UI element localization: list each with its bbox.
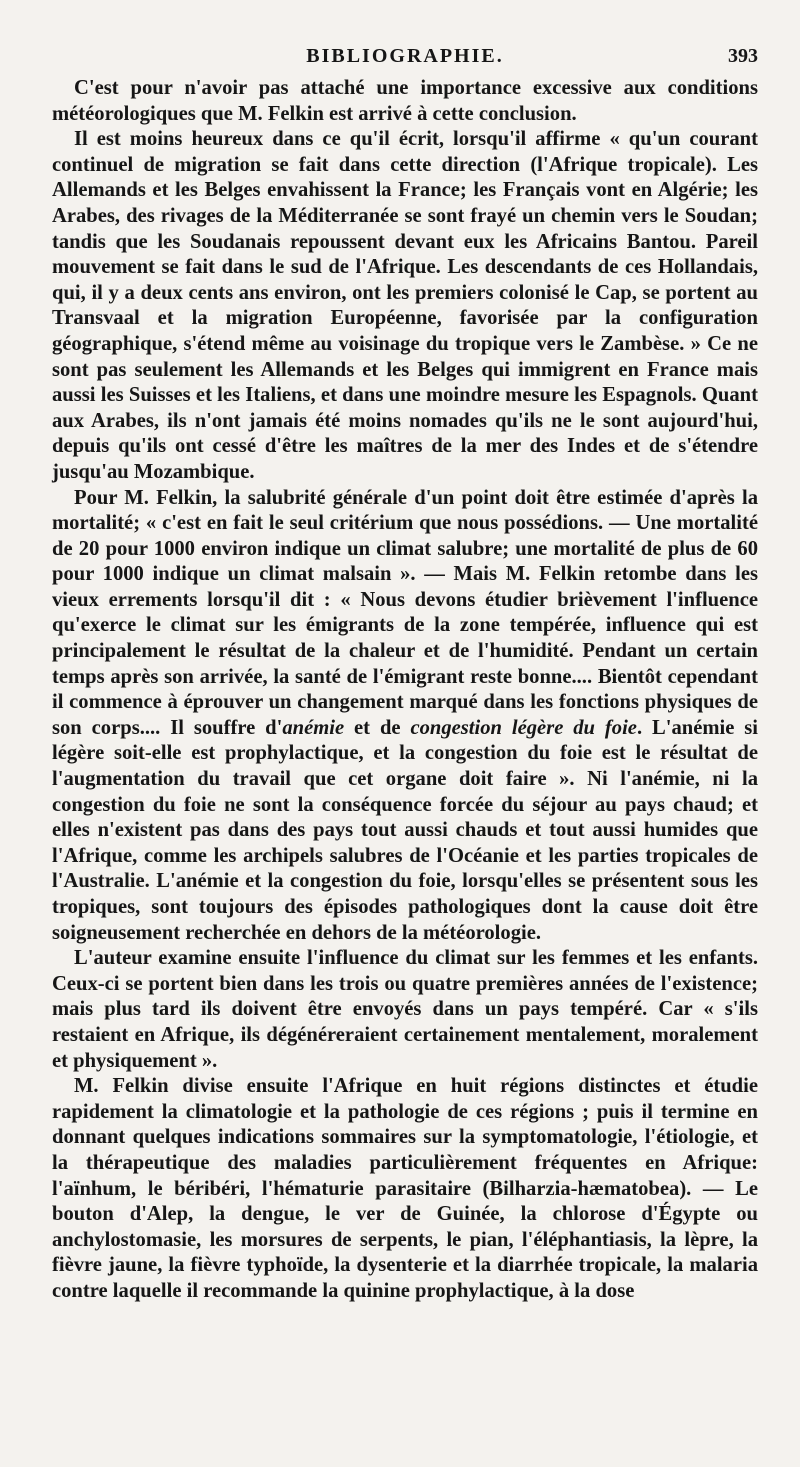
text-run: Pour M. Felkin, la salubrité générale d'un point doit être estimée d'après la mortalité; « c'est en fait le seul critérium que nous possédions. — Une mortalité de 20 pour 1000 environ indique un climat salubre; une mortalité de plus de 60 pour 1000 indique un climat malsain ». — Mais M. Felkin retombe dans les vieux errements lorsqu'il dit : « Nous devons étudier brièvement l'influence qu'exerce le climat sur les émigrants de la zone tempérée, influence qui est principalement le résultat de la chaleur et de l'humidité. Pendant un certain temps après son arrivée, la santé de l'émigrant reste bonne.... Bientôt cependant il commence à éprouver un changement marqué dans les fonctions physiques de son corps.... Il souffre d' <box>52 486 758 739</box>
text-run: L'auteur examine ensuite l'influence du climat sur les femmes et les enfants. Ceux-ci se portent bien dans les trois ou quatre premières années de l'existence; mais plus tard ils doivent être envoyés dans un pays tempéré. Car « s'ils restaient en Afrique, ils dégénéreraient certainement mentalement, moralement et physiquement ». <box>52 947 758 1072</box>
text-run: et de <box>344 716 411 739</box>
text-run: C'est pour n'avoir pas attaché une importance excessive aux conditions météorologiques que M. Felkin est arrivé à cette conclusion. <box>52 77 758 125</box>
text-run: . L'anémie si légère soit-elle est prophylactique, et la congestion du foie est le résultat de l'augmentation du travail que cet organe doit faire ». Ni l'anémie, ni la congestion du foie ne sont la conséquence forcée du séjour au pays chaud; et elles n'existent pas dans des pays tout aussi chauds et tout aussi humides que l'Afrique, comme les archipels salubres de l'Océanie et les parties tropicales de l'Australie. L'anémie et la congestion du foie, lorsqu'elles se présentent sous les tropiques, sont toujours des épisodes pathologiques dont la cause doit être soigneusement recherchée en dehors de la météorologie. <box>52 716 759 944</box>
paragraph <box>52 127 758 485</box>
paragraph <box>52 1074 758 1304</box>
running-head <box>52 40 758 76</box>
italic-text: anémie <box>282 716 345 739</box>
paragraph <box>52 486 758 947</box>
book-page <box>52 40 758 1305</box>
text-run: Il est moins heureux dans ce qu'il écrit, lorsqu'il affirme « qu'un courant continuel de migration se fait dans cette direction (l'Afrique tropicale). Les Allemands et les Belges envahissent la France; les Français vont en Algérie; les Arabes, des rivages de la Méditerranée se sont frayé un chemin vers le Soudan; tandis que les Soudanais repoussent devant eux les Africains Bantou. Pareil mouvement se fait dans le sud de l'Afrique. Les descendants de ces Hollandais, qui, il y a deux cents ans environ, ont les premiers colonisé le Cap, se portent au Transvaal et la migration Européenne, favorisée par la configuration géographique, s'étend même au voisinage du tropique vers le Zambèse. » Ce ne sont pas seulement les Allemands et les Belges qui immigrent en France mais aussi les Suisses et les Italiens, et dans une moindre mesure les Espagnols. Quant aux Arabes, ils n'ont jamais été moins nomades qu'ils ne le sont aujourd'hui, depuis qu'ils ont cessé d'être les maîtres de la mer des Indes et de s'étendre jusqu'au Mozambique. <box>52 128 758 483</box>
page-number: 393 <box>728 45 758 67</box>
paragraph <box>52 76 758 127</box>
page-body <box>52 76 758 1305</box>
text-run: M. Felkin divise ensuite l'Afrique en huit régions distinctes et étudie rapidement la climatologie et la pathologie de ces régions ; puis il termine en donnant quelques indications sommaires sur la symptomatologie, l'étiologie, et la thérapeutique des maladies particulièrement fréquentes en Afrique: l'aïnhum, le béribéri, l'hématurie parasitaire (Bilharzia-hæmatobea). — Le bouton d'Alep, la dengue, le ver de Guinée, la chlorose d'Égypte ou anchylostomasie, les morsures de serpents, le pian, l'éléphantiasis, la lèpre, la fièvre jaune, la fièvre typhoïde, la dysenterie et la diarrhée tropicale, la malaria contre laquelle il recommande la quinine prophylactique, à la dose <box>52 1075 758 1302</box>
italic-text: congestion légère du foie <box>410 716 637 739</box>
running-title: BIBLIOGRAPHIE. <box>306 45 504 67</box>
paragraph <box>52 946 758 1074</box>
